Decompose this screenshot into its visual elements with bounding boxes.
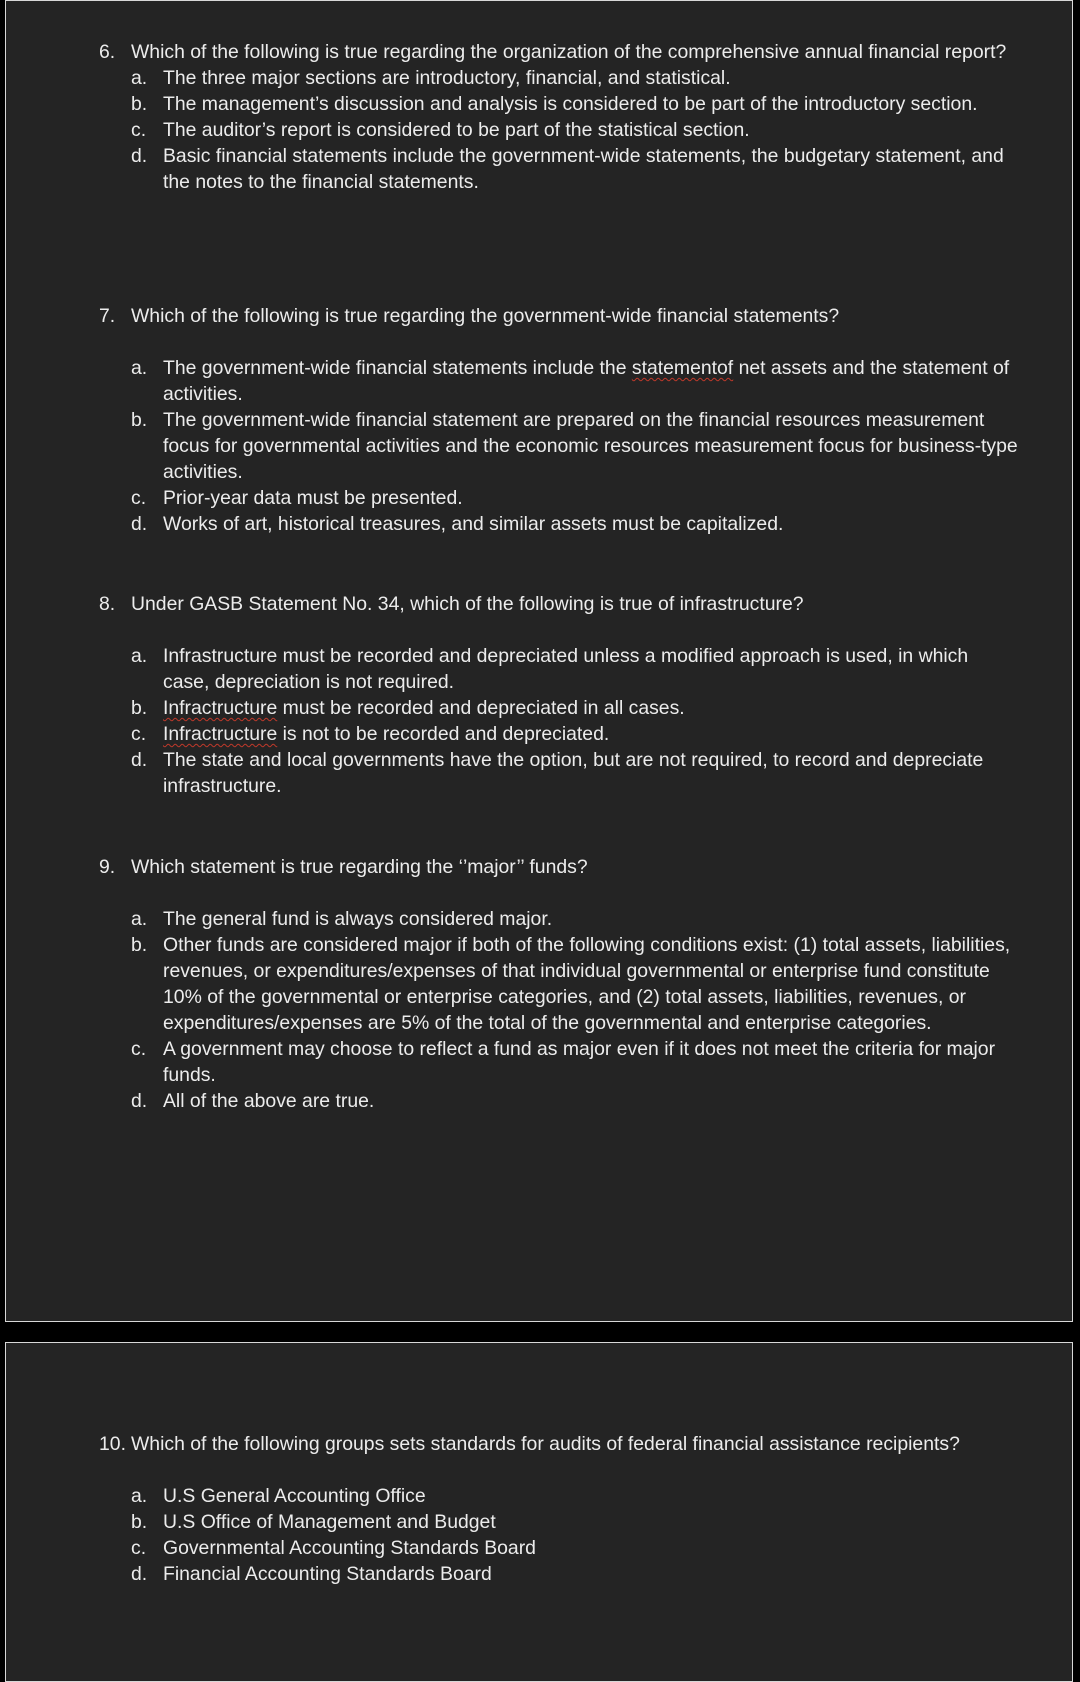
option-c (131, 1535, 1019, 1561)
option-letter: d. (131, 749, 148, 771)
option-letter: a. (131, 908, 148, 930)
option-d (131, 1561, 1019, 1587)
option-b (131, 695, 1019, 721)
option-c (131, 721, 1019, 747)
option-letter: b. (131, 93, 148, 115)
option-letter: c. (131, 723, 147, 745)
option-d (131, 1088, 1019, 1114)
option-text (163, 695, 1019, 721)
option-b (131, 1509, 1019, 1535)
option-text: The management’s discussion and analysis is considered to be part of the introductory section. (163, 93, 978, 115)
question-text: Which of the following is true regarding the organization of the comprehensive annual financial report? (131, 41, 1007, 63)
question-6 (99, 39, 1019, 195)
option-a (131, 355, 1019, 407)
option-letter: c. (131, 1537, 147, 1559)
misspelled-word: Infractructure (163, 697, 278, 719)
option-text-part: is not to be recorded and depreciated. (277, 723, 610, 745)
question-10 (99, 1431, 1019, 1587)
option-text: The state and local governments have the option, but are not required, to record and depreciate infrastructure. (163, 749, 984, 797)
option-text: A government may choose to reflect a fund as major even if it does not meet the criteria for major funds. (163, 1038, 996, 1086)
option-letter: c. (131, 1038, 147, 1060)
option-list (99, 65, 1019, 195)
question-text: Which of the following groups sets standards for audits of federal financial assistance recipients? (131, 1433, 960, 1455)
option-b (131, 407, 1019, 485)
option-text (163, 721, 1019, 747)
option-d (131, 143, 1019, 195)
option-text: Governmental Accounting Standards Board (163, 1537, 536, 1559)
option-letter: a. (131, 67, 148, 89)
misspelled-word: Infractructure (163, 723, 278, 745)
option-c (131, 485, 1019, 511)
option-text: Basic financial statements include the government-wide statements, the budgetary statement, and the notes to the financial statements. (163, 145, 1004, 193)
question-8 (99, 591, 1019, 799)
option-text-part: The government-wide financial statements include the (163, 357, 632, 379)
option-letter: c. (131, 487, 147, 509)
option-letter: c. (131, 119, 147, 141)
option-text: The auditor’s report is considered to be part of the statistical section. (163, 119, 750, 141)
option-text (163, 355, 1019, 407)
option-text: Other funds are considered major if both of the following conditions exist: (1) total assets, liabilities, revenues, or expenditures/expenses of that individual governmental or enterprise fund constitute 10% of the governmental or enterprise categories, and (2) total assets, liabilities, revenues, or expenditures/expenses are 5% of the total of the governmental and enterprise categories. (163, 934, 1011, 1034)
option-a (131, 65, 1019, 91)
question-number: 7. (99, 305, 116, 327)
question-text: Which statement is true regarding the ‘’major’’ funds? (131, 856, 588, 878)
option-letter: d. (131, 1563, 148, 1585)
option-list (99, 906, 1019, 1114)
question-text: Which of the following is true regarding the government-wide financial statements? (131, 305, 840, 327)
document-page-1 (5, 0, 1073, 1322)
option-text: U.S Office of Management and Budget (163, 1511, 496, 1533)
option-d (131, 511, 1019, 537)
option-text: Prior-year data must be presented. (163, 487, 463, 509)
option-b (131, 932, 1019, 1036)
option-text-part: net assets and the statement of activities. (163, 357, 1010, 405)
question-number: 9. (99, 856, 116, 878)
option-text-part: must be recorded and depreciated in all cases. (277, 697, 685, 719)
option-text: U.S General Accounting Office (163, 1485, 426, 1507)
option-letter: a. (131, 1485, 148, 1507)
option-text: The government-wide financial statement are prepared on the financial resources measurement focus for governmental activities and the economic resources measurement focus for business-type activities. (163, 409, 1018, 483)
option-a (131, 1483, 1019, 1509)
question-7 (99, 303, 1019, 537)
option-letter: d. (131, 1090, 148, 1112)
question-number: 10. (99, 1433, 126, 1455)
option-letter: b. (131, 697, 148, 719)
document-page-2 (5, 1342, 1073, 1682)
option-text: The general fund is always considered major. (163, 908, 553, 930)
option-a (131, 643, 1019, 695)
option-letter: d. (131, 513, 148, 535)
option-c (131, 117, 1019, 143)
option-text: Financial Accounting Standards Board (163, 1563, 492, 1585)
option-a (131, 906, 1019, 932)
option-d (131, 747, 1019, 799)
option-c (131, 1036, 1019, 1088)
option-text: All of the above are true. (163, 1090, 375, 1112)
question-text: Under GASB Statement No. 34, which of the following is true of infrastructure? (131, 593, 804, 615)
question-number: 6. (99, 41, 116, 63)
option-list (99, 643, 1019, 799)
option-list (99, 1483, 1019, 1587)
option-letter: b. (131, 409, 148, 431)
misspelled-word: statementof (631, 357, 734, 379)
question-number: 8. (99, 593, 116, 615)
option-letter: d. (131, 145, 148, 167)
option-text: Works of art, historical treasures, and similar assets must be capitalized. (163, 513, 784, 535)
option-list (99, 355, 1019, 537)
question-9 (99, 854, 1019, 1114)
option-letter: b. (131, 1511, 148, 1533)
option-text: The three major sections are introductory, financial, and statistical. (163, 67, 731, 89)
option-text: Infrastructure must be recorded and depreciated unless a modified approach is used, in which case, depreciation is not required. (163, 645, 969, 693)
option-letter: a. (131, 357, 148, 379)
option-letter: a. (131, 645, 148, 667)
option-b (131, 91, 1019, 117)
option-letter: b. (131, 934, 148, 956)
